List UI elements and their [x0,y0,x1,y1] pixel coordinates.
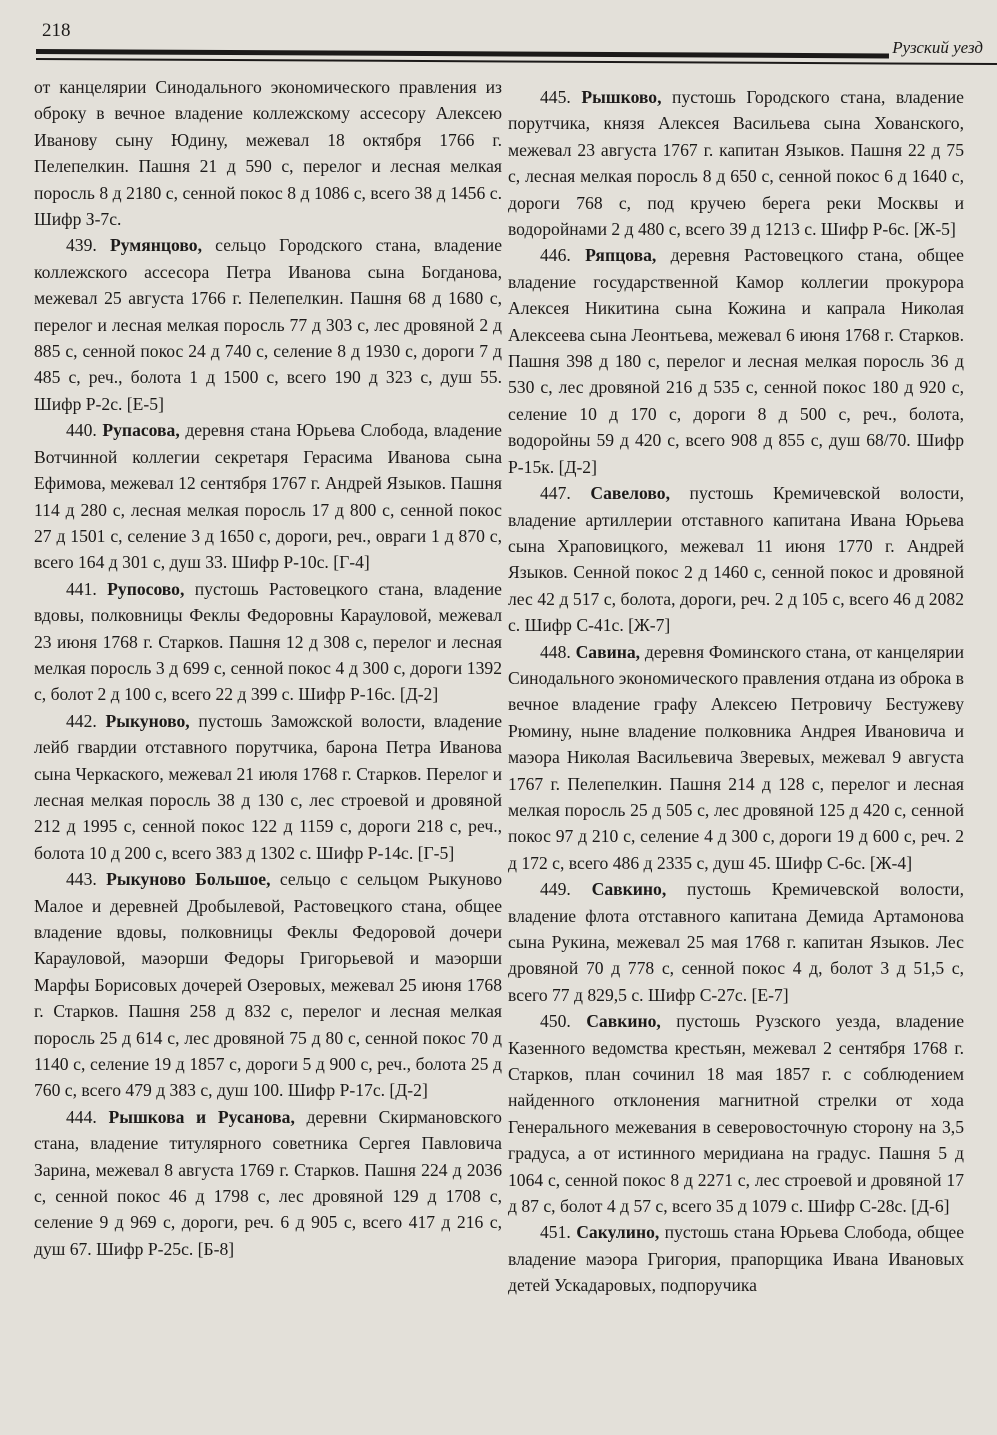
entry-text: сельцо Городского стана, владение коллежского ассесора Петра Иванова сына Богданова, межевал 25 августа 1766 г. Пелепелкин. Пашня 68 д 1680 с, перелог и лесная мелкая поросль 77 д 303 с, лес дровяной 2 д 885 с, сенной покос 24 д 740 с, селение 8 д 1930 с, дороги 7 д 485 с, реч., болота 1 д 1500 с, всего 190 д 323 с, душ 55. Шифр Р-2с. [Е-5] [34,235,503,414]
entry-number: 446. [540,245,571,266]
entry-442 [34,708,502,866]
entry-name: Рыкуново, [105,710,190,731]
entry-name: Рупасова, [102,420,180,441]
entry-name: Савина, [575,641,641,662]
right-column [508,84,964,1299]
entry-number: 451. [540,1222,571,1243]
entry-text: пустошь Городского стана, владение порутчика, князя Алексея Васильева сына Хованского, межевал 23 августа 1767 г. капитан Языков. Пашня 22 д 75 с, лесная мелкая поросль 8 д 650 с, сенной покос 6 д 1640 с, дороги 768 с, под кручею берега реки Москвы и водоройнами 2 д 480 с, всего 39 д 1213 с. Шифр Р-6с. [Ж-5] [508,87,964,240]
left-column [34,74,502,1262]
entry-441 [34,576,502,708]
entry-name: Румянцово, [109,235,202,256]
entry-text: пустошь Растовецкого стана, владение вдовы, полковницы Феклы Федоровны Карауловой, межевал 23 июня 1768 г. Старков. Пашня 12 д 308 с, перелог и лесная мелкая поросль 3 д 699 с, сенной покос 4 д 300 с, дороги 1392 с, болот 2 д 100 с, всего 22 д 399 с. Шифр Р-16с. [Д-2] [34,578,502,705]
entry-name: Рупосово, [107,578,185,599]
entry-name: Савкино, [591,879,667,900]
entry-text: сельцо с сельцом Рыкуново Малое и деревней Дробылевой, Растовецкого стана, общее владение вдовы, полковницы Феклы Федоровой дочери Карауловой, маэорши Федоры Григорьевой и маэорши Марфы Борисовых дочерей Озеровых, межевал 25 июня 1768 г. Старков. Пашня 258 д 832 с, перелог и лесная мелкая поросль 25 д 614 с, лес дровяной 75 д 80 с, сенной покос 70 д 1140 с, селение 19 д 1857 с, дороги 5 д 900 с, реч., болота 25 д 760 с, всего 479 д 383 с, душ 100. Шифр Р-17с. [Д-2] [34,869,502,1101]
entry-number: 444. [66,1106,97,1127]
continued-entry-text: от канцелярии Синодального экономического правления из оброку в вечное владение коллежскому ассесору Алексею Иванову сыну Юдину, межевал 18 октября 1766 г. Пелепелкин. Пашня 21 д 590 с, перелог и лесная мелкая поросль 8 д 2180 с, сенной покос 8 д 1086 с, всего 38 д 1456 с. Шифр З-7с. [34,77,502,230]
entry-number: 439. [66,235,97,256]
entry-text: деревни Скирмановского стана, владение титулярного советника Сергея Павловича Зарина, межевал 8 августа 1769 г. Старков. Пашня 224 д 2036 с, сенной покос 46 д 1798 с, лес дровяной 129 д 1708 с, селение 9 д 969 с, дороги, реч. 6 д 905 с, всего 417 д 216 с, душ 67. Шифр Р-25с. [Б-8] [34,1106,502,1259]
page-number: 218 [42,20,71,41]
entry-number: 440. [66,420,97,441]
entry-text: деревня стана Юрьева Слобода, владение Вотчинной коллегии секретаря Герасима Иванова сына Ефимова, межевал 12 сентября 1767 г. Андрей Языков. Пашня 114 д 280 с, лесная мелкая поросль 17 д 800 с, сенной покос 27 д 1501 с, селение 3 д 1650 с, дороги, реч., овраги 1 д 870 с, всего 164 д 301 с, душ 33. Шифр Р-10с. [Г-4] [34,420,502,573]
entry-number: 447. [540,483,571,504]
entry-name: Сакулино, [576,1222,660,1243]
header-rule-thin [36,58,997,65]
entry-name: Ряпцова, [585,245,657,266]
entry-number: 449. [540,879,571,900]
entry-449 [508,876,964,1008]
entry-name: Рыкуново Большое, [106,869,271,890]
entry-443 [34,866,502,1104]
entry-name: Савелово, [590,483,670,504]
entry-number: 445. [540,87,571,107]
entry-444 [34,1104,502,1262]
header-rule-thick [36,49,889,58]
entry-name: Рышково, [581,87,662,107]
entry-text: пустошь Кремичевской волости, владение флота отставного капитана Демида Артамонова сына Рукина, межевал 25 мая 1768 г. капитан Языков. Лес дровяной 70 д 778 с, сенной покос 4 д, болот 3 д 51,5 с, всего 77 д 829,5 с. Шифр С-27с. [Е-7] [508,879,964,1005]
entry-446 [508,242,964,480]
entry-447 [508,480,964,638]
entry-number: 443. [66,869,97,890]
entry-text: деревня Фоминского стана, от канцелярии Синодального экономического правления отдана из оброка в вечное владение графу Алексею Петровичу Бестужеву Рюмину, ныне владение полковника Андрея Ивановича и маэора Николая Васильевича Зверевых, межевал 9 августа 1767 г. Пелепелкин. Пашня 214 д 128 с, перелог и лесная мелкая поросль 25 д 505 с, лес дровяной 125 д 420 с, сенной покос 97 д 210 с, селение 4 д 300 с, дороги 19 д 600 с, реч. 2 д 172 с, всего 486 д 2335 с, душ 45. Шифр С-6с. [Ж-4] [508,641,964,873]
entry-448 [508,639,964,877]
running-title: Рузский уезд [892,38,983,57]
entry-445 [508,84,964,242]
entry-439 [34,232,502,417]
entry-451 [508,1219,964,1298]
entry-name: Рышкова и Русанова, [108,1106,295,1127]
entry-text: пустошь Рузского уезда, владение Казенного ведомства крестьян, межевал 2 сентября 1768 г. Старков, план сочинил 18 мая 1857 г. с соблюдением найденного отклонения магнитной стрелки от хода Генерального межевания в северовосточную сторону на 3,5 градуса, а от истинного меридиана на градус. Пашня 5 д 1064 с, сенной покос 8 д 2271 с, лес строевой и дровяной 17 д 87 с, болот 4 д 57 с, всего 35 д 1079 с. Шифр С-28с. [Д-6] [508,1011,964,1217]
entry-text: пустошь стана Юрьева Слобода, общее владение маэора Григория, прапорщика Ивана Ивановых детей Ускадаровых, подпоручика [508,1222,964,1296]
entry-440 [34,417,502,575]
entry-text: пустошь Заможской волости, владение лейб гвардии отставного порутчика, барона Петра Иванова сына Черкаского, межевал 21 июля 1768 г. Старков. Перелог и лесная мелкая поросль 38 д 130 с, лес строевой и дровяной 212 д 1995 с, сенной покос 122 д 1159 с, дороги 218 с, реч., болота 10 д 200 с, всего 383 д 1302 с. Шифр Р-14с. [Г-5] [34,710,502,863]
entry-name: Савкино, [586,1011,661,1032]
entry-number: 448. [540,641,571,662]
entry-number: 442. [66,710,97,731]
entry-number: 450. [540,1011,571,1032]
entry-text: пустошь Кремичевской волости, владение артиллерии отставного капитана Ивана Юрьева сына Храповицкого, межевал 11 июня 1770 г. Андрей Языков. Сенной покос 2 д 1460 с, сенной покос и дровяной лес 42 д 517 с, болота, дороги, реч. 2 д 105 с, всего 46 д 2082 с. Шифр С-41с. [Ж-7] [508,483,964,636]
entry-450 [508,1008,964,1219]
entry-number: 441. [66,578,97,599]
entry-text: деревня Растовецкого стана, общее владение государственной Камор коллегии прокурора Алексея Никитина сына Кожина и капрала Николая Алексеева сына Леонтьева, межевал 6 июня 1768 г. Старков. Пашня 398 д 180 с, перелог и лесная мелкая поросль 36 д 530 с, лес дровяной 216 д 535 с, сенной покос 180 д 920 с, селение 10 д 170 с, дороги 8 д 500 с, реч., болота, водоройны 59 д 420 с, всего 908 д 855 с, душ 68/70. Шифр Р-15к. [Д-2] [508,245,964,477]
